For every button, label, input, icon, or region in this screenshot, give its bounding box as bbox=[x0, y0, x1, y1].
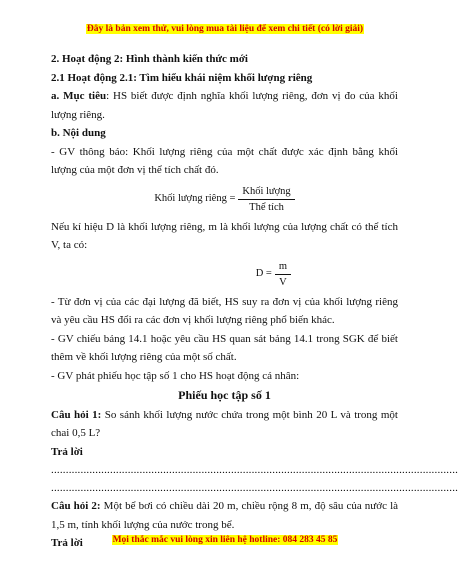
formula-symbols-lhs: D = bbox=[255, 267, 272, 279]
preview-notice-text: Đây là bản xem thử, vui lòng mua tài liệu để xem chi tiết (có lời giải) bbox=[86, 24, 364, 34]
question-2-label: Câu hỏi 2: bbox=[51, 500, 101, 512]
answer-line-1: .......................................................................................................................................... bbox=[51, 464, 458, 476]
formula-words-numerator: Khối lượng bbox=[238, 185, 294, 200]
section-heading-2-1-title: : Tìm hiểu khái niệm khối lượng riêng bbox=[133, 71, 313, 84]
formula-words-denominator: Thể tích bbox=[249, 201, 284, 213]
question-2 bbox=[51, 497, 398, 534]
answer-line-2: .......................................................................................................................................... bbox=[51, 482, 458, 494]
answer-label-2: Trả lời bbox=[51, 537, 83, 549]
formula-words-lhs: Khối lượng riêng = bbox=[154, 192, 236, 204]
worksheet-title: Phiếu học tập số 1 bbox=[178, 388, 271, 402]
question-1 bbox=[51, 406, 398, 443]
formula-symbols-numerator: m bbox=[275, 260, 291, 275]
section-heading-2-1 bbox=[51, 69, 398, 88]
density-formula-words bbox=[51, 185, 398, 214]
hotline-banner bbox=[0, 535, 450, 545]
paragraph-worksheet: - GV phát phiếu học tập số 1 cho HS hoạt động cá nhân: bbox=[51, 369, 300, 382]
goal-label: a. Mục tiêu bbox=[51, 90, 107, 102]
section-heading-2: 2. Hoạt động 2: Hình thành kiến thức mới bbox=[51, 53, 248, 65]
formula-symbols-denominator: V bbox=[279, 276, 287, 288]
goal-text: : HS biết được định nghĩa khối lượng riêng, đơn vị đo của khối lượng riêng. bbox=[51, 90, 398, 121]
paragraph-table: - GV chiếu bảng 14.1 hoặc yêu cầu HS quan sát bảng 14.1 trong SGK để biết thêm về khối lượng riêng của một số chất. bbox=[51, 332, 398, 363]
question-1-label: Câu hỏi 1: bbox=[51, 408, 102, 421]
answer-label-1: Trả lời bbox=[51, 445, 83, 458]
hotline-text: Mọi thắc mắc vui lòng xin liên hệ hotline: 084 283 45 85 bbox=[112, 535, 338, 545]
density-formula-symbols bbox=[51, 260, 398, 289]
formula-symbols-fraction bbox=[275, 260, 291, 289]
paragraph-symbols: Nếu kí hiệu D là khối lượng riêng, m là khối lượng của lượng chất có thể tích V, ta có: bbox=[51, 220, 398, 251]
question-1-text: So sánh khối lượng nước chứa trong một bình 20 L và trong một chai 0,5 L? bbox=[51, 408, 398, 439]
document-page bbox=[51, 50, 458, 553]
paragraph-units: - Từ đơn vị của các đại lượng đã biết, HS suy ra đơn vị của khối lượng riêng và yêu cầu HS đổi ra các đơn vị khối lượng riêng phổ biến khác. bbox=[51, 295, 398, 326]
question-2-text: Một bể bơi có chiều dài 20 m, chiều rộng 8 m, độ sâu của nước là 1,5 m, tính khối lượng của nước trong bể. bbox=[51, 500, 399, 531]
formula-words-fraction bbox=[238, 185, 294, 214]
paragraph-definition: - GV thông báo: Khối lượng riêng của một chất được xác định bằng khối lượng của một đơn vị thể tích chất đó. bbox=[51, 145, 398, 176]
section-heading-2-1-number: 2.1 Hoạt động 2.1 bbox=[51, 71, 134, 84]
content-label: b. Nội dung bbox=[51, 127, 106, 139]
preview-notice-banner bbox=[0, 24, 450, 34]
goal-paragraph bbox=[51, 87, 398, 124]
